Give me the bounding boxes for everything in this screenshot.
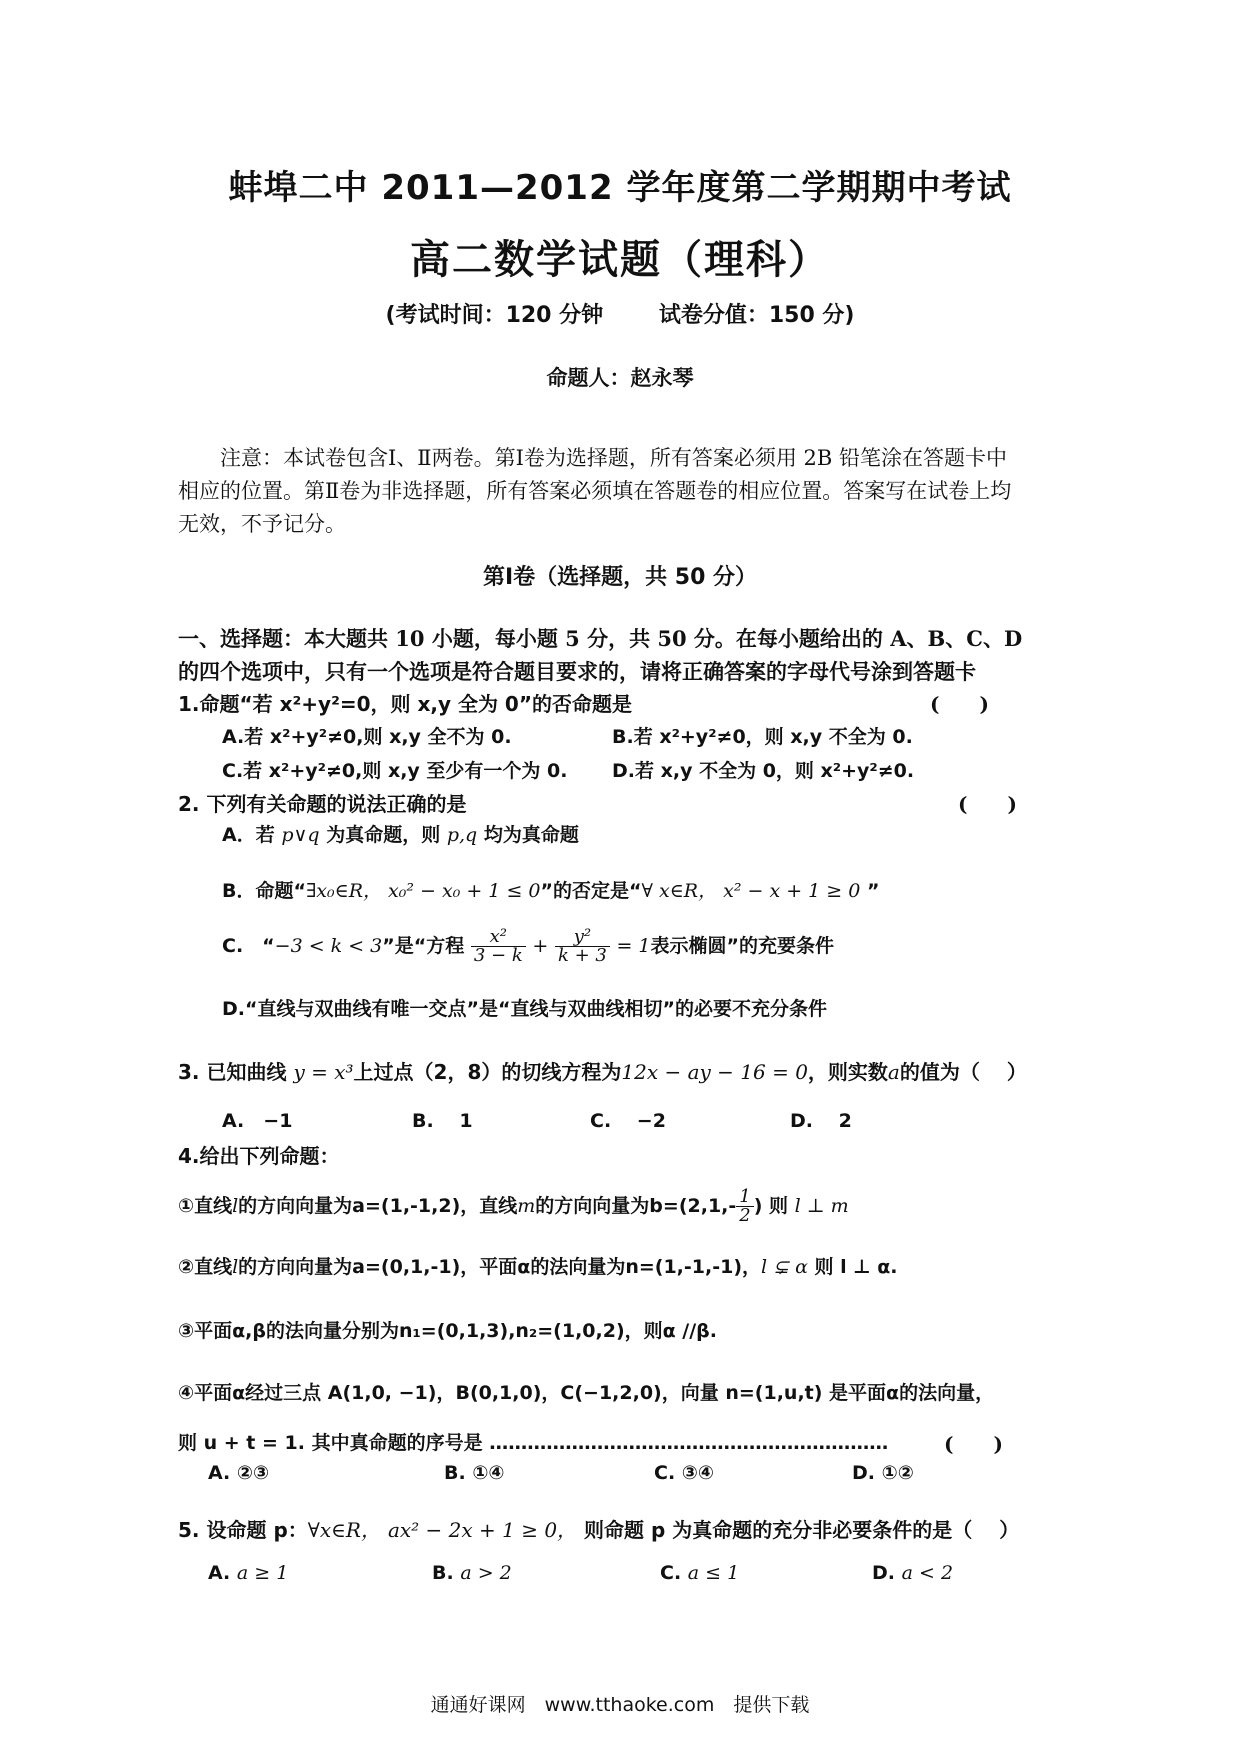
q1-option-b: B.若 x²+y²≠0，则 x,y 不全为 0. [612, 726, 913, 748]
fraction-denominator: 3 − k [473, 945, 523, 966]
page-footer: 通通好课网 www.tthaoke.com 提供下载 [430, 1694, 810, 1716]
q2-b-math: ∃x₀∈R， x₀² − x₀ + 1 ≤ 0 [305, 880, 541, 902]
q2-a-text: A．若 [222, 824, 275, 846]
q2-c-plus: + [532, 935, 549, 957]
fraction-numerator: x² [471, 928, 526, 947]
q2-c-text: C. “ [222, 935, 275, 957]
q4-stem: 4.给出下列命题： [178, 1144, 340, 1168]
q3-math: y = x³ [293, 1060, 354, 1084]
q3-math: a [887, 1060, 900, 1084]
option-letter: A. [208, 1562, 231, 1584]
q4-option-a: A. ②③ [208, 1462, 270, 1484]
option-math: a < 2 [901, 1562, 954, 1584]
q2-b-text: ”的否定是“ [540, 880, 642, 902]
q2-option-b [222, 876, 879, 903]
section-line: 的四个选项中，只有一个选项是符合题目要求的，请将正确答案的字母代号涂到答题卡 [178, 659, 976, 684]
q5-text: 5. 设命题 p： [178, 1518, 308, 1542]
q2-a-math: p,q [446, 824, 478, 846]
q4-s2-math: l ⊊ α [761, 1256, 808, 1278]
fraction-denominator: k + 3 [557, 945, 607, 966]
notice-line: 注意：本试卷包含Ⅰ、Ⅱ两卷。第Ⅰ卷为选择题，所有答案必须用 2B 铅笔涂在答题卡中 [220, 446, 1008, 470]
q3-math: 12x − ay − 16 = 0 [621, 1060, 808, 1084]
q3-option-d: D. 2 [790, 1110, 852, 1132]
q5-option-a [208, 1562, 288, 1584]
q2-c-fraction [471, 928, 526, 965]
fraction-numerator: y² [555, 928, 610, 947]
q2-a-text: 为真命题，则 [326, 824, 441, 846]
q4-answer-paren: ( ) [944, 1432, 1003, 1456]
q4-s2-math: l [232, 1256, 239, 1278]
q4-s2-text: 则 l ⊥ α. [807, 1256, 898, 1278]
q2-b-text: B．命题“ [222, 880, 306, 902]
q4-s2-text: 的方向向量为a=(0,1,-1)，平面α的法向量为n=(1,-1,-1)， [238, 1256, 761, 1278]
q5-option-b [432, 1562, 512, 1584]
q2-b-math: ∀ x∈R， x² − x + 1 ≥ 0 [641, 880, 861, 902]
q4-option-d: D. ①② [852, 1462, 914, 1484]
q4-s1-fraction [736, 1188, 753, 1225]
section-line: 一、选择题：本大题共 10 小题，每小题 5 分，共 50 分。在每小题给出的 A、B、C、D [178, 626, 1023, 651]
q1-stem: 1.命题“若 x²+y²=0，则 x,y 全为 0”的否命题是 [178, 692, 632, 716]
q3-text: ，则实数 [807, 1060, 888, 1084]
q2-b-text: ” [860, 880, 880, 902]
q4-s1-text: 的方向向量为b=(2,1,- [535, 1195, 737, 1217]
q4-s1-text: ) 则 [753, 1195, 789, 1217]
q2-c-text: ”是“方程 [382, 935, 465, 957]
exam-author: 命题人：赵永琴 [546, 366, 694, 390]
notice-paragraph [178, 442, 1068, 541]
q4-statement-3: ③平面α,β的法向量分别为n₁=(0,1,3),n₂=(1,0,2)，则α //β. [178, 1320, 718, 1342]
q2-a-math: p∨q [281, 824, 320, 846]
option-math: a > 2 [460, 1562, 512, 1584]
exam-time: (考试时间：120 分钟 [385, 303, 604, 328]
option-math: a ≥ 1 [236, 1562, 289, 1584]
q4-statement-4-cont: 则 u + t = 1. 其中真命题的序号是 ……………………………………………………… [178, 1432, 889, 1454]
q5-option-c [660, 1562, 739, 1584]
q2-c-text: 表示椭圆”的充要条件 [650, 935, 835, 957]
q2-option-c [222, 928, 834, 965]
q5-option-d [872, 1562, 953, 1584]
q4-statement-2 [178, 1252, 898, 1279]
q1-option-d: D.若 x,y 不全为 0，则 x²+y²≠0. [612, 760, 915, 782]
exam-subtitle: 高二数学试题（理科） [410, 237, 830, 283]
exam-title: 蚌埠二中 2011—2012 学年度第二学期期中考试 [228, 168, 1012, 208]
q3-text: 上过点（2，8）的切线方程为 [353, 1060, 622, 1084]
q5-stem [178, 1514, 1019, 1543]
q3-option-b: B. 1 [412, 1110, 473, 1132]
q1-option-a: A.若 x²+y²≠0,则 x,y 全不为 0. [222, 726, 512, 748]
q3-text: 3. 已知曲线 [178, 1060, 287, 1084]
q1-option-c: C.若 x²+y²≠0,则 x,y 至少有一个为 0. [222, 760, 568, 782]
q4-s2-text: ②直线 [178, 1256, 233, 1278]
q4-s1-math: l [232, 1195, 239, 1217]
exam-score: 试卷分值：150 分) [658, 303, 855, 328]
option-letter: B. [432, 1562, 454, 1584]
q5-math: ∀x∈R， [307, 1518, 381, 1542]
q3-option-a: A. −1 [222, 1110, 293, 1132]
q4-option-b: B. ①④ [444, 1462, 505, 1484]
q2-stem: 2. 下列有关命题的说法正确的是 [178, 792, 467, 816]
q3-stem [178, 1056, 1027, 1085]
q2-option-a [222, 820, 579, 847]
option-letter: D. [872, 1562, 895, 1584]
q3-option-c: C. −2 [590, 1110, 666, 1132]
q4-s1-math: m [517, 1195, 536, 1217]
part-heading: 第Ⅰ卷（选择题，共 50 分） [482, 565, 758, 590]
q2-answer-paren: ( ) [958, 792, 1017, 816]
q4-option-c: C. ③④ [654, 1462, 714, 1484]
q4-s1-text: 的方向向量为a=(1,-1,2)，直线 [238, 1195, 518, 1217]
q2-option-d: D.“直线与双曲线有唯一交点”是“直线与双曲线相切”的必要不充分条件 [222, 998, 827, 1020]
fraction-denominator: 2 [739, 1205, 751, 1226]
q5-text: 则命题 p 为真命题的充分非必要条件的是（ ） [584, 1518, 1020, 1542]
fraction-numerator: 1 [736, 1188, 753, 1207]
notice-line: 无效，不予记分。 [178, 512, 346, 536]
option-math: a ≤ 1 [687, 1562, 740, 1584]
q2-a-text: 均为真命题 [483, 824, 579, 846]
option-letter: C. [660, 1562, 682, 1584]
q4-s1-math: l ⊥ m [794, 1195, 849, 1217]
q3-text: 的值为（ ） [899, 1060, 1027, 1084]
q2-c-math: −3 < k < 3 [274, 935, 383, 957]
section-heading [178, 622, 1078, 688]
notice-line: 相应的位置。第Ⅱ卷为非选择题，所有答案必须填在答题卷的相应位置。答案写在试卷上均 [178, 479, 1012, 503]
q1-answer-paren: ( ) [930, 692, 989, 716]
q4-statement-1 [178, 1188, 849, 1225]
q4-s1-text: ①直线 [178, 1195, 233, 1217]
q2-c-fraction [555, 928, 610, 965]
exam-meta [0, 298, 1240, 329]
q5-math: ax² − 2x + 1 ≥ 0， [387, 1518, 578, 1542]
q2-c-equals: = 1 [616, 935, 651, 957]
q4-statement-4: ④平面α经过三点 A(1,0, −1)，B(0,1,0)，C(−1,2,0)，向量 n=(1,u,t) 是平面α的法向量， [178, 1382, 995, 1404]
